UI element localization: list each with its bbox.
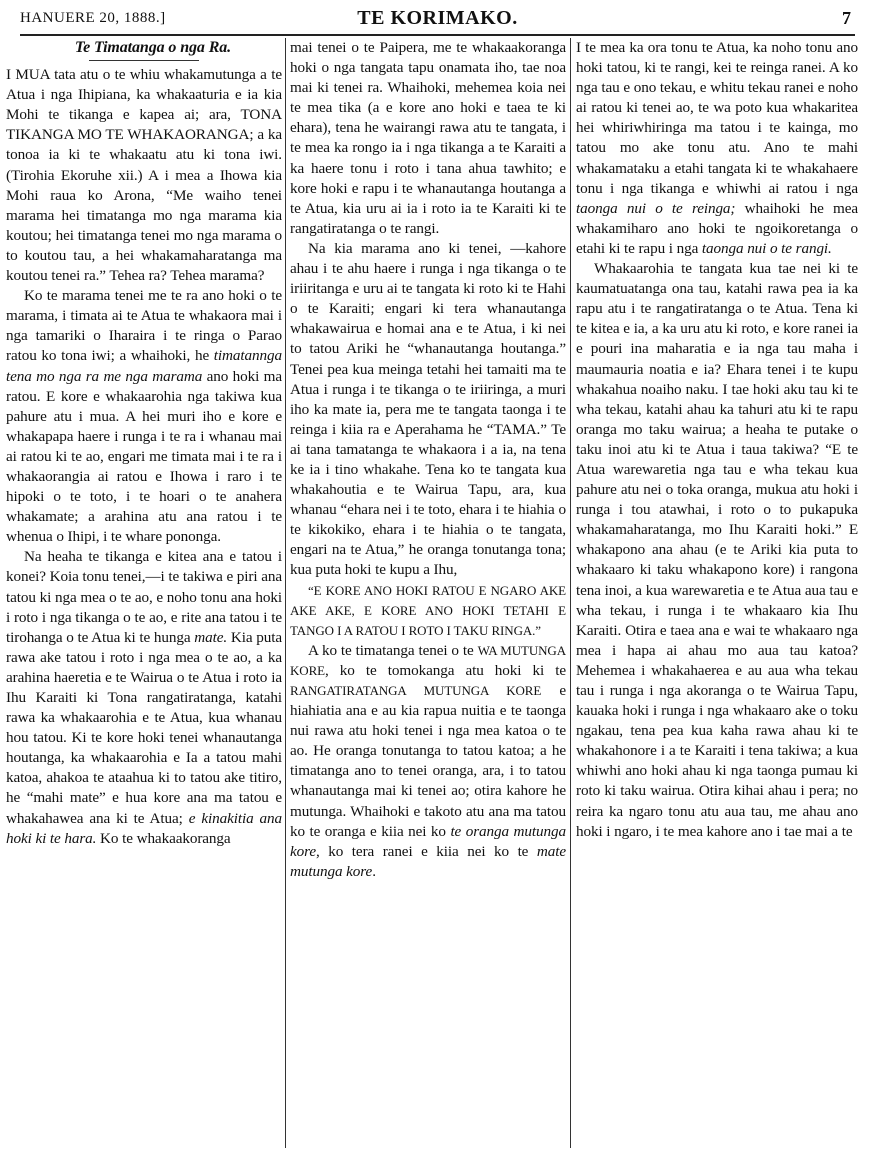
paragraph-5 bbox=[290, 641, 566, 882]
paragraph-1: I MUA tata atu o te whiu whakamutunga a te Atua i nga Ihipiana, ka whakaaturia e ia kia Mohi te tikanga e kapea ai; ara, TONA TIKANGA MO TE WHAKAORANGA; a ka tonoa ia ki te whakaatu atu ki tona iwi. (Tirohia Ekoruhe xii.) A i mea a Ihowa kia Mohi raua ko Arona, “Me waiho tenei marama hei timatanga mo nga marama kia koutou; hei timatanga tenei mo nga marama o to koutou tau, a hei whakamaharatanga ma koutou tenei ra.” Tehea ra? Tehea marama? bbox=[6, 66, 282, 285]
text-run: ano hoki ma ratou. E kore e whakaarohia nga takiwa kua pahure atu i mua. A hei muri iho e kore e whakapapa haere i runga i te ra i whanau mai ai ratou ki te ao, engari me timata mai i te ra i whakaorangia ai ratou e Ihowa i raro i te hipoki o te toto, i te hoari o te anahera whakamate; a arahina atu ana ratou i te whenua o Ihipi, i te whare pononga. bbox=[6, 367, 282, 546]
emphasis-run: taonga nui o te rangi. bbox=[701, 239, 832, 257]
article-title: Te Timatanga o nga Ra. bbox=[74, 39, 232, 56]
title-rule bbox=[89, 60, 199, 61]
text-run: , ko tera ranei e kiia nei ko te bbox=[316, 842, 537, 860]
text-run: .” Te ai tana tamatanga te whakaora i a ia, na tena ke ia i tino whakahe. Tena ko te tangata kua whakahoutia e te Wairua Tapu, ara, kua whanau “ehara nei i te toto, ehara i te hiahia o te kikokiko, ehara i te hiahia o te tangata, engari na te Atua,” he oranga tonutanga tona; kua puta hoki te kupu a Ihu, bbox=[290, 420, 566, 579]
paragraph-7: Whakaarohia te tangata kua tae nei ki te kaumatuatanga ona tau, katahi rawa pea ia ka rapu atu i te rangatiratanga o te Atua. Tena ki te kitea e ia, a ka uru atu ki roto, e kore ranei ia e pouri ina maharatia e ia nga tau maha i maumauria noatia e ia? Ehara tenei i te kupu whakahua noaiho naku. I tae hoki aku tau ki te wha tekau, katahi ahau ka tahuri atu ki te rapu oranga mo taku wairua; a heaha te putake o taku inoi atu ki te Atua i taua takiwa? “E te Atua warewaretia nga tau e wha tekau kua pahure atu nei o toka oranga, mukua atu hoki i runga i tou atawhai, i roto o to pukapuka whakamaharatanga, mo Ihu Karaiti hoki.” E whakapono ana ahau (e te Ariki kia puta to whakaaro ki taku whakapono kore) i rangona tena inoi, a kua warewaretia e te Atua aua tau e wha tekau, i runga i te whakaaro kia Ihu Karaiti. Otira e taea ana e wai te whakaaro nga mea i hapa ai ahau mo aua tau katoa? Mehemea i whakahaerea e au aua wha tekau tau i runga i nga akoranga o te Wairua Tapu, kauaka hoki i runga i nga whakaaro ake o toku ngakau, tena pea kua kaha rawa ahau ki te whakahonore i a te Karaiti i tena takiwa; a kua whiwhi ano hoki ahau ki nga taonga pumau ki roto ki taku wairua. Otira kihai ahau i pera; no reira ka ngaro tonu atu aua tau, me ahau ano hoki i ngaro, i te mea kahore ano i tae mai a te bbox=[576, 260, 858, 840]
scripture-quote: “E KORE ANO HOKI RATOU E NGARO AKE AKE AKE, E KORE ANO HOKI TETAHI E TANGO I A RATOU I ROTO I TAKU RINGA.” bbox=[290, 582, 566, 638]
text-run: Na heaha te tikanga e kitea ana e tatou i konei? Koia tonu tenei,—i te takiwa e piri ana tatou ki nga mea o te ao, e noho tonu ana hoki i roto i nga tikanga o te ao, e rite ana tatou i te tirohanga o te Atua ki te hunga bbox=[6, 548, 282, 646]
emphasis-run: e kinakitia ana hoki ki te hara. bbox=[6, 809, 282, 847]
page-number: 7 bbox=[842, 8, 851, 28]
smallcaps-run: TAMA bbox=[493, 420, 537, 438]
text-run: A ko te timatanga tenei o te bbox=[308, 641, 478, 659]
emphasis-run: taonga nui o te reinga; bbox=[576, 199, 736, 217]
text-run: whaihoki he mea whakamiharo ano hoki te ngoikoretanga o etahi ki te rapu i nga bbox=[576, 199, 858, 257]
smallcaps-run: RANGATIRATANGA MUTUNGA KORE bbox=[290, 683, 542, 698]
text-run: , ko te tomokanga atu hoki ki te bbox=[325, 661, 566, 679]
paragraph-continued: mai tenei o te Paipera, me te whakaakoranga hoki o nga tangata tapu onamata iho, tae noa mai ki tenei ra. Whaihoki, mehemea koia nei te mea tika (a e kore ano hoki e taea te ki ehara), tena he wairangi rawa atu te tangata, i te mea ka rongo ia i nga tikanga a te Karaiti a ka haere tonu i roto i tana ahua tawhito; e kore hoki e rapu i te whanautanga houtanga a te Atua, kia uru ai ia i roto ia te Karaiti ki te rangatiratanga o te rangi. bbox=[290, 39, 566, 237]
text-run: I te mea ka ora tonu te Atua, ka noho tonu ano hoki tatou, ki te rangi, kei te reinga ranei. A ko nga tau e ono tekau, e whitu tekau ranei e noho ai ratou ki tenei ao, te wa poto kua whakaritea hei whiriwhiringa ma tatou i te kainga, mo tatou mo ake tonu atu. Ano te mahi whakamataku a etahi tangata ki te whakahaere tonu i nga tikanga e whiwhi ai ratou i nga bbox=[576, 39, 858, 197]
column-2 bbox=[290, 38, 566, 1152]
issue-date: HANUERE 20, 1888.] bbox=[20, 10, 166, 26]
emphasis-run: mate mutunga kore bbox=[290, 842, 566, 880]
text-run: Ko te marama tenei me te ra ano hoki o te marama, i timata ai te Atua te whakaora mai i nga tamariki o Iharaira i te ringa o Parao ratou ko tona iwi; a whaihoki, he bbox=[6, 287, 282, 365]
text-run: e hiahiatia ana e au kia rapua nuitia e te taonga nui rawa atu hoki tenei i nga mea katoa o te ao. He oranga tonutanga to tatou katoa; a he timatanga ano to tenei oranga, ara, i to tatou whanautanga mai ki tenei ao; otira kahore he mutunga. Whaihoki e takoto atu ana ma tatou ko te oranga e kiia nei ko bbox=[290, 682, 566, 840]
article-columns bbox=[0, 38, 871, 1152]
paragraph-2 bbox=[6, 286, 282, 547]
emphasis-run: timatannga tena mo nga ra me nga marama bbox=[6, 347, 282, 385]
text-run: Ko te whakaakoranga bbox=[96, 829, 231, 847]
emphasis-run: te oranga mutunga kore bbox=[290, 822, 566, 860]
smallcaps-run: WA MUTUNGA KORE bbox=[290, 642, 566, 678]
column-1 bbox=[6, 38, 282, 1152]
paragraph-4 bbox=[290, 239, 566, 581]
paragraph-6 bbox=[576, 38, 858, 259]
text-run: . bbox=[372, 862, 376, 880]
page-header bbox=[20, 6, 855, 36]
text-run: Kia puta rawa ake tatou i roto i nga mea o te ao, a ka arahina haeretia e te Wairua o te Atua i roto ia Ihu Karaiti ki Tona rangatiratanga, katahi rawa ka whakaarohia e te Atua, kua whanau hou tatou. Ki te kore hoki tenei whanautanga houtanga, ka whakaarohia e Ia a tatou mahi katoa, ahakoa te ataahua ki to tatou ake titiro, he “mahi mate” e hua kore ana ma tatou e whakahawea ana ki te Atua; bbox=[6, 628, 282, 827]
text-run: Na kia marama ano ki tenei, —kahore ahau i te ahu haere i runga i nga tikanga o te iriiritanga e uru ai te tangata ki roto ki te Hahi o te Karaiti; engari ki tera whanautanga whakawairua e homai ana e te Atua, i ki nei to tatou Ariki he “whanautanga houtanga.” Tenei pea kua meinga tetahi hei tamaiti ma te Atua i runga i te tikanga o te iriiringa, a muri iho ka mate ia, pera me te tangata taonga i te reinga i kiia ra e Aperahama he “ bbox=[290, 239, 566, 438]
paragraph-3 bbox=[6, 547, 282, 848]
emphasis-run: mate. bbox=[194, 628, 228, 646]
masthead-title: TE KORIMAKO. bbox=[357, 7, 518, 29]
column-3 bbox=[576, 38, 858, 1152]
